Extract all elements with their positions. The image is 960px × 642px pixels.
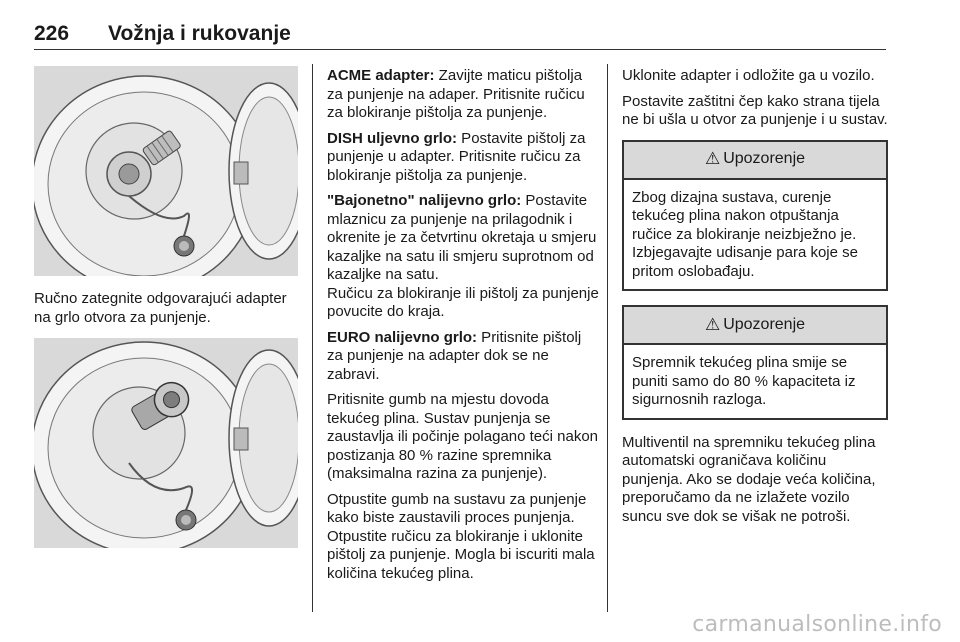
paragraph-bajonet [327, 192, 599, 285]
warning-triangle-icon: ⚠ [704, 149, 721, 169]
lead-acme: ACME adapter: [327, 67, 435, 84]
text-acme: Zavijte maticu pištolja za punjenje na adaper. Pritisnite ručicu za blokiranje pištolja za punjenje. [327, 67, 585, 121]
warning-header [624, 142, 886, 180]
paragraph-protective-cap: Postavite zaštitni čep kako strana tijela ne bi ušla u otvor za punjenje i u sustav. [622, 92, 888, 128]
page-header [34, 22, 886, 52]
text-bajonet: Postavite mlaznicu za punjenje na prilagodnik i okrenite je za četvrtinu okretaja u smjeru kazaljke na satu ili smjeru suprotnom od kazaljke na satu. [327, 192, 597, 283]
warning-title: Upozorenje [723, 150, 806, 168]
lead-bajonet: "Bajonetno" nalijevno grlo: [327, 192, 522, 209]
column-middle [327, 67, 599, 590]
warning-triangle-icon: ⚠ [704, 314, 721, 334]
paragraph-press-button: Pritisnite gumb na mjestu dovoda tekućeg plina. Sustav punjenja se zaustavlja ili počinje polagano teći nakon postizanja 80 % razine spremnika (maksimalna razina za punjenje). [327, 391, 599, 482]
paragraph-euro [327, 329, 599, 385]
fuel-flap-adapter-drawing-icon [34, 338, 298, 548]
paragraph-multivalve: Multiventil na spremniku tekućeg plina automatski ograničava količinu punjenja. Ako se dodaje veća količina, preporučamo da ne izlažete vozilo suncu sve dok se višak ne potroši. [622, 433, 876, 525]
figure-caption: Ručno zategnite odgovarajući adapter na grlo otvora za punjenje. [34, 290, 287, 326]
column-right [622, 67, 888, 533]
warning-text: Spremnik tekućeg plina smije se puniti samo do 80 % kapaciteta iz sigurnosnih razloga. [632, 354, 856, 408]
watermark: carmanualsonline.info [692, 612, 942, 637]
paragraph-release-button: Otpustite gumb na sustavu za punjenje kako biste zaustavili proces punjenja. Otpustite ručicu za blokiranje i uklonite pištolj za punjenje. Mogla bi iscuriti mala količina tekućeg plina. [327, 490, 595, 582]
paragraph-bajonet-2: Ručicu za blokiranje ili pištolj za punjenje povucite do kraja. [327, 284, 599, 320]
lead-euro: EURO nalijevno grlo: [327, 328, 478, 346]
warning-box-2 [622, 305, 888, 420]
chapter-title: Vožnja i rukovanje [108, 22, 291, 45]
text-euro: Pritisnite pištolj za punjenje na adapter dok se ne zabravi. [327, 328, 582, 383]
paragraph-acme [327, 67, 599, 123]
warning-header [624, 307, 886, 345]
adapter-illustration-2 [34, 338, 298, 548]
header-divider [34, 49, 886, 50]
page-number: 226 [34, 22, 70, 45]
adapter-illustration-1 [34, 66, 298, 276]
text-dish: Postavite pištolj za punjenje u adapter. Pritisnite ručicu za blokiranje pištolja za punjenje. [327, 129, 586, 184]
warning-title: Upozorenje [723, 315, 806, 333]
warning-box-1 [622, 140, 888, 292]
column-divider-2 [607, 64, 608, 612]
paragraph-remove-adapter: Uklonite adapter i odložite ga u vozilo. [622, 67, 875, 84]
paragraph-dish [327, 130, 599, 186]
lead-dish: DISH uljevno grlo: [327, 129, 458, 147]
fuel-flap-drawing-icon [34, 66, 298, 276]
warning-text: Zbog dizajna sustava, curenje tekućeg plina nakon otpuštanja ručice za blokiranje neizbježno je. Izbjegavajte udisanje para koje se pritom oslobađaju. [632, 188, 858, 280]
column-divider-1 [312, 64, 313, 612]
